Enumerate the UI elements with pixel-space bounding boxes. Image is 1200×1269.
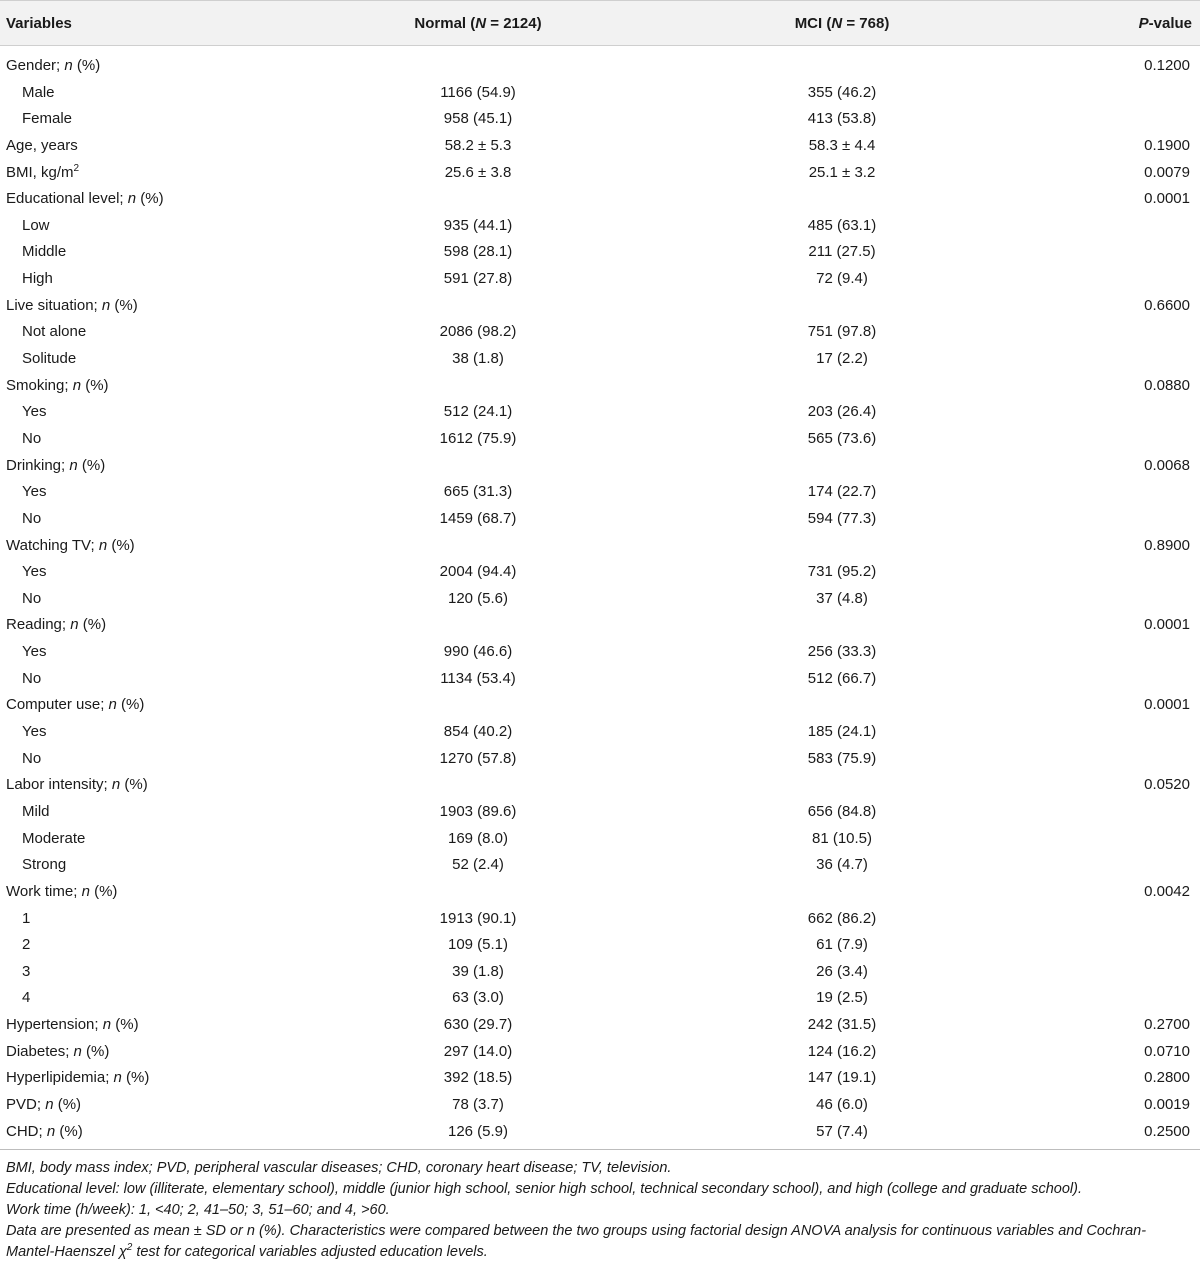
table-row <box>0 319 1200 346</box>
row-normal-value: 1612 (75.9) <box>439 429 517 447</box>
row-variable <box>6 612 106 638</box>
table-footnotes <box>6 1158 1192 1263</box>
row-variable <box>6 879 117 905</box>
row-mci-value: 242 (31.5) <box>807 1016 877 1034</box>
table-row <box>0 746 1200 773</box>
row-variable <box>22 932 30 958</box>
table-row <box>0 985 1200 1012</box>
header-p-value <box>1139 1 1192 47</box>
row-normal-value: 2004 (94.4) <box>439 563 517 581</box>
table-row <box>0 612 1200 639</box>
row-p-value: 0.0001 <box>1144 696 1190 714</box>
row-variable-suffix: (%) <box>111 1016 139 1034</box>
row-variable-label: Gender; <box>6 57 65 74</box>
row-mci-value: 413 (53.8) <box>807 110 877 128</box>
table-row <box>0 1012 1200 1039</box>
table-header <box>0 0 1200 46</box>
table-body <box>0 53 1200 1145</box>
row-normal-value: 665 (31.3) <box>443 483 513 501</box>
row-variable-label: Age, years <box>6 136 78 154</box>
row-variable <box>22 586 41 612</box>
table-row <box>0 1092 1200 1119</box>
row-normal-value: 990 (46.6) <box>443 643 513 661</box>
footnote-methods-tail: test for categorical variables adjusted education levels. <box>132 1244 488 1260</box>
row-variable-label: Middle <box>22 243 67 261</box>
header-p-rest: -value <box>1148 15 1192 32</box>
row-variable-label: Not alone <box>22 323 87 341</box>
row-mci-value: 203 (26.4) <box>807 403 877 421</box>
table-bottom-rule <box>0 1149 1200 1150</box>
table-row <box>0 932 1200 959</box>
row-variable <box>6 533 135 559</box>
row-p-value: 0.0079 <box>1144 163 1190 181</box>
row-variable <box>22 80 55 106</box>
row-mci-value: 36 (4.7) <box>816 856 868 874</box>
row-variable <box>22 985 30 1011</box>
row-variable-label: Reading; <box>6 616 71 634</box>
row-mci-value: 662 (86.2) <box>807 909 877 927</box>
row-variable-unit: n <box>73 1042 82 1060</box>
row-variable <box>22 826 85 852</box>
row-variable <box>6 160 79 186</box>
row-normal-value: 512 (24.1) <box>443 403 513 421</box>
row-p-value: 0.0520 <box>1144 776 1190 794</box>
row-mci-value: 124 (16.2) <box>807 1042 877 1060</box>
footnote-abbreviations: BMI, body mass index; PVD, peripheral vascular diseases; CHD, coronary heart disease; TV, television. <box>6 1160 672 1176</box>
row-p-value: 0.2700 <box>1144 1016 1190 1034</box>
row-variable-unit: n <box>81 882 90 900</box>
row-variable <box>22 506 41 532</box>
row-normal-value: 297 (14.0) <box>443 1042 513 1060</box>
row-variable-label: No <box>22 429 42 447</box>
row-variable-unit: n <box>111 776 121 794</box>
row-variable-suffix: (%) <box>77 456 106 474</box>
row-p-value: 0.1900 <box>1144 136 1190 154</box>
row-normal-value: 52 (2.4) <box>452 856 504 874</box>
row-variable <box>6 1092 81 1118</box>
row-mci-value: 25.1 ± 3.2 <box>808 163 876 181</box>
row-variable-unit: n <box>70 616 79 634</box>
header-normal-label: Normal ( <box>414 15 476 32</box>
table-row <box>0 799 1200 826</box>
row-normal-value: 109 (5.1) <box>447 936 509 954</box>
row-mci-value: 355 (46.2) <box>807 83 877 101</box>
table-row <box>0 906 1200 933</box>
table-row <box>0 826 1200 853</box>
footnote-methods <box>6 1221 1192 1263</box>
row-p-value: 0.0001 <box>1144 616 1190 634</box>
row-normal-value: 126 (5.9) <box>447 1122 509 1140</box>
row-p-value: 0.2500 <box>1144 1122 1190 1140</box>
row-variable <box>22 559 46 585</box>
header-normal-count: = 2124) <box>486 15 542 32</box>
row-variable-label: No <box>22 589 42 607</box>
row-normal-value: 120 (5.6) <box>447 589 509 607</box>
row-variable-suffix: (%) <box>136 190 164 208</box>
row-variable-label: No <box>22 669 42 687</box>
row-variable-suffix: (%) <box>81 1042 110 1060</box>
row-variable-suffix: (%) <box>72 57 101 74</box>
row-variable-label: CHD; <box>6 1122 47 1140</box>
row-variable-label: Moderate <box>22 829 86 847</box>
row-variable-suffix: (%) <box>120 776 148 794</box>
row-variable-label: Live situation; <box>6 296 102 314</box>
row-variable-label: Yes <box>22 483 47 501</box>
table-row <box>0 1039 1200 1066</box>
row-variable <box>6 1012 139 1038</box>
table-row <box>0 719 1200 746</box>
row-p-value: 0.1200 <box>1144 57 1190 74</box>
row-p-value: 0.8900 <box>1144 536 1190 554</box>
row-mci-value: 583 (75.9) <box>807 749 877 767</box>
footnote-education: Educational level: low (illiterate, elementary school), middle (junior high school, senior high school, technical secondary school), and high (college and graduate school). <box>6 1181 1083 1197</box>
row-variable <box>6 692 144 718</box>
row-normal-value: 598 (28.1) <box>443 243 513 261</box>
row-normal-value: 935 (44.1) <box>443 216 513 234</box>
row-normal-value: 630 (29.7) <box>443 1016 513 1034</box>
row-normal-value: 2086 (98.2) <box>439 323 517 341</box>
row-variable-label: Male <box>22 83 55 101</box>
header-p-italic: P <box>1138 15 1149 32</box>
row-variable-label: Solitude <box>22 350 77 368</box>
row-variable <box>22 106 72 132</box>
table-row <box>0 666 1200 693</box>
row-normal-value: 38 (1.8) <box>452 350 504 368</box>
row-mci-value: 656 (84.8) <box>807 802 877 820</box>
row-variable-label: Yes <box>22 643 47 661</box>
row-p-value: 0.0001 <box>1144 190 1190 208</box>
table-row <box>0 692 1200 719</box>
row-mci-value: 72 (9.4) <box>816 270 868 288</box>
row-variable <box>22 799 50 825</box>
row-mci-value: 17 (2.2) <box>816 350 868 368</box>
table-row <box>0 266 1200 293</box>
table-row <box>0 1065 1200 1092</box>
row-mci-value: 594 (77.3) <box>807 509 877 527</box>
table-row <box>0 453 1200 480</box>
row-mci-value: 751 (97.8) <box>807 323 877 341</box>
row-variable <box>6 1065 149 1091</box>
row-normal-value: 1913 (90.1) <box>439 909 517 927</box>
row-mci-value: 26 (3.4) <box>816 962 868 980</box>
row-p-value: 0.6600 <box>1144 296 1190 314</box>
row-variable <box>6 186 164 212</box>
table-row <box>0 186 1200 213</box>
row-variable-suffix: (%) <box>89 882 118 900</box>
table-row <box>0 559 1200 586</box>
table-row <box>0 852 1200 879</box>
row-variable <box>6 1039 109 1065</box>
row-p-value: 0.0710 <box>1144 1042 1190 1060</box>
row-normal-value: 958 (45.1) <box>443 110 513 128</box>
row-normal-value: 854 (40.2) <box>443 723 513 741</box>
row-variable <box>6 293 138 319</box>
row-variable-unit: n <box>108 696 117 714</box>
row-variable <box>22 959 30 985</box>
row-variable-label: Diabetes; <box>6 1042 74 1060</box>
row-p-value: 0.0068 <box>1144 456 1190 474</box>
row-normal-value: 1270 (57.8) <box>439 749 517 767</box>
row-variable-suffix: (%) <box>110 296 138 314</box>
row-variable <box>22 399 46 425</box>
table-row <box>0 239 1200 266</box>
row-variable-unit: n <box>72 376 82 394</box>
table-row <box>0 133 1200 160</box>
row-mci-value: 485 (63.1) <box>807 216 877 234</box>
row-mci-value: 58.3 ± 4.4 <box>808 136 876 154</box>
row-normal-value: 78 (3.7) <box>452 1095 504 1113</box>
row-variable <box>22 746 41 772</box>
table-row <box>0 772 1200 799</box>
row-variable <box>22 239 66 265</box>
row-variable-unit: n <box>113 1069 122 1087</box>
row-normal-value: 1459 (68.7) <box>439 509 517 527</box>
row-variable-label: 2 <box>22 936 31 954</box>
row-variable <box>22 852 66 878</box>
footnote-methods-sup: 2 <box>126 1242 133 1254</box>
row-variable-label: 1 <box>22 909 31 927</box>
row-variable-label: Labor intensity; <box>6 776 112 794</box>
row-mci-value: 256 (33.3) <box>807 643 877 661</box>
row-mci-value: 185 (24.1) <box>807 723 877 741</box>
row-variable-label: Smoking; <box>6 376 73 394</box>
table-row <box>0 160 1200 187</box>
row-variable-unit: n <box>102 1016 112 1034</box>
row-variable-suffix: (%) <box>53 1095 82 1113</box>
row-variable-label: No <box>22 509 42 527</box>
row-variable-label: Computer use; <box>6 696 109 714</box>
row-variable <box>22 346 76 372</box>
table-row <box>0 106 1200 133</box>
row-variable <box>6 772 148 798</box>
row-variable-label: BMI, kg/m <box>6 163 74 181</box>
table-row <box>0 80 1200 107</box>
row-variable-label: Work time; <box>6 882 82 900</box>
row-normal-value: 591 (27.8) <box>443 270 513 288</box>
row-normal-value: 63 (3.0) <box>452 989 504 1007</box>
row-p-value: 0.0880 <box>1144 376 1190 394</box>
footnote-methods-text: Data are presented as mean ± SD or n (%). Characteristics were compared between the two groups using factorial design ANOVA analysis for continuous variables and Cochran-Mantel-Haenszel χ <box>6 1223 1147 1260</box>
footnote-work-time: Work time (h/week): 1, <40; 2, 41–50; 3, 51–60; and 4, >60. <box>6 1202 390 1218</box>
row-variable-label: No <box>22 749 42 767</box>
header-variables: Variables <box>6 15 72 32</box>
row-mci-value: 81 (10.5) <box>811 829 873 847</box>
row-variable <box>6 133 78 159</box>
table-row <box>0 426 1200 453</box>
row-variable-label: PVD; <box>6 1095 46 1113</box>
row-variable-suffix: (%) <box>78 616 107 634</box>
row-variable-label: Drinking; <box>6 456 70 474</box>
row-mci-value: 19 (2.5) <box>816 989 868 1007</box>
row-variable-label: Strong <box>22 856 67 874</box>
row-p-value: 0.0042 <box>1144 882 1190 900</box>
table-row <box>0 53 1200 80</box>
row-variable <box>22 666 41 692</box>
header-mci-count: = 768) <box>842 15 890 32</box>
row-mci-value: 565 (73.6) <box>807 429 877 447</box>
row-variable-suffix: (%) <box>116 696 145 714</box>
table-row <box>0 346 1200 373</box>
row-mci-value: 731 (95.2) <box>807 563 877 581</box>
header-mci-n: N <box>831 15 843 32</box>
row-variable <box>22 639 46 665</box>
row-variable <box>22 266 53 292</box>
row-variable <box>22 319 86 345</box>
table-row <box>0 479 1200 506</box>
row-variable <box>6 53 100 79</box>
row-variable-label: 3 <box>22 962 31 980</box>
row-variable-unit: n <box>64 57 73 74</box>
table-row <box>0 373 1200 400</box>
row-variable <box>6 373 109 399</box>
row-variable-unit: n <box>98 536 108 554</box>
row-mci-value: 147 (19.1) <box>807 1069 877 1087</box>
row-variable-label: Mild <box>22 802 50 820</box>
table-row <box>0 1119 1200 1146</box>
row-mci-value: 211 (27.5) <box>808 243 876 261</box>
row-variable-label: 4 <box>22 989 31 1007</box>
row-variable-label: Yes <box>22 723 47 741</box>
row-variable-label: Low <box>22 216 50 234</box>
row-variable-suffix: (%) <box>55 1122 83 1140</box>
row-variable <box>22 213 50 239</box>
row-mci-value: 46 (6.0) <box>816 1095 868 1113</box>
table-row <box>0 959 1200 986</box>
row-variable-label: Educational level; <box>6 190 128 208</box>
row-variable-label: Watching TV; <box>6 536 99 554</box>
row-normal-value: 1166 (54.9) <box>440 83 516 101</box>
row-variable-sup: 2 <box>73 162 80 174</box>
row-mci-value: 512 (66.7) <box>807 669 877 687</box>
row-variable-unit: n <box>45 1095 54 1113</box>
row-normal-value: 39 (1.8) <box>452 962 504 980</box>
row-variable <box>22 719 46 745</box>
row-variable-label: Yes <box>22 403 47 421</box>
table-row <box>0 639 1200 666</box>
table-row <box>0 586 1200 613</box>
row-normal-value: 1134 (53.4) <box>440 669 516 687</box>
row-variable-suffix: (%) <box>107 536 135 554</box>
row-mci-value: 37 (4.8) <box>816 589 868 607</box>
row-mci-value: 61 (7.9) <box>816 936 868 954</box>
row-variable-suffix: (%) <box>81 376 109 394</box>
header-normal-n: N <box>475 15 487 32</box>
row-variable <box>22 906 30 932</box>
table-row <box>0 213 1200 240</box>
row-p-value: 0.2800 <box>1144 1069 1190 1087</box>
row-variable-unit: n <box>46 1122 56 1140</box>
row-variable-label: High <box>22 270 53 288</box>
row-variable-unit: n <box>127 190 137 208</box>
row-normal-value: 169 (8.0) <box>447 829 509 847</box>
row-mci-value: 57 (7.4) <box>816 1122 868 1140</box>
table-row <box>0 879 1200 906</box>
row-normal-value: 25.6 ± 3.8 <box>444 163 512 181</box>
table-row <box>0 506 1200 533</box>
row-variable-label: Yes <box>22 563 47 581</box>
row-variable-unit: n <box>101 296 111 314</box>
row-variable <box>22 479 46 505</box>
row-variable-unit: n <box>69 456 78 474</box>
row-variable-suffix: (%) <box>121 1069 150 1087</box>
row-variable <box>6 1119 83 1145</box>
table-row <box>0 533 1200 560</box>
header-mci-label: MCI ( <box>794 15 832 32</box>
row-variable-label: Female <box>22 110 73 128</box>
table-row <box>0 399 1200 426</box>
table-row <box>0 293 1200 320</box>
row-normal-value: 1903 (89.6) <box>439 802 517 820</box>
row-variable-label: Hypertension; <box>6 1016 103 1034</box>
row-normal-value: 392 (18.5) <box>443 1069 513 1087</box>
row-variable <box>6 453 105 479</box>
row-normal-value: 58.2 ± 5.3 <box>444 136 512 154</box>
row-variable <box>22 426 41 452</box>
row-mci-value: 174 (22.7) <box>807 483 877 501</box>
row-p-value: 0.0019 <box>1144 1095 1190 1113</box>
row-variable-label: Hyperlipidemia; <box>6 1069 114 1087</box>
